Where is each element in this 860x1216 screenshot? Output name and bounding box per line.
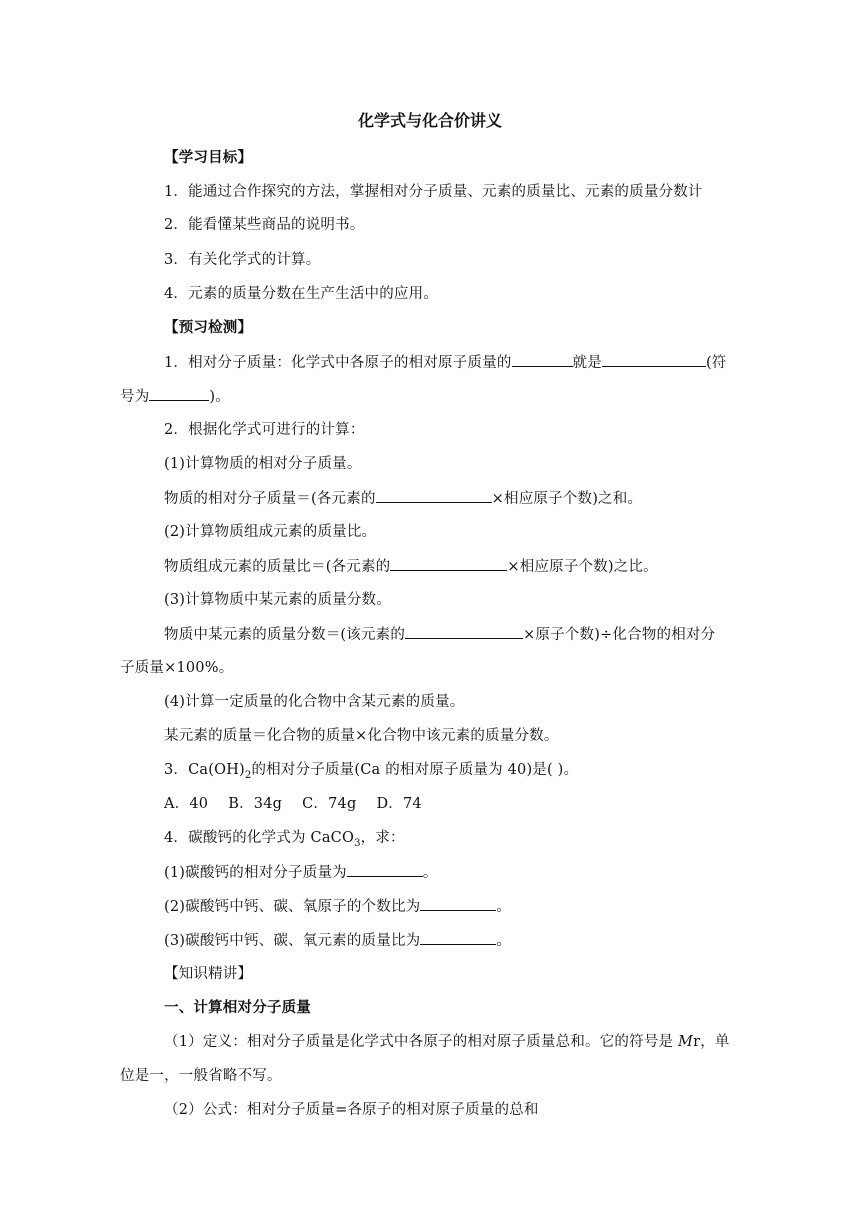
question-3-options: [164, 794, 422, 814]
section-header-knowledge: 【知识精讲】: [164, 966, 253, 982]
option-c: C．74g: [302, 796, 357, 812]
question-4-2-end: 。: [496, 899, 512, 915]
question-1-text-a: 1．相对分子质量：化学式中各原子的相对原子质量的: [164, 355, 512, 371]
question-4-1: [164, 862, 438, 883]
answer-blank: [420, 930, 496, 945]
subscript: 3: [354, 837, 361, 849]
question-2-3: (3)计算物质中某元素的质量分数。: [164, 592, 391, 608]
option-a: A．40: [164, 796, 209, 812]
question-4-3: [164, 930, 511, 951]
formula-text-a: 物质组成元素的质量比＝(各元素的: [164, 559, 391, 575]
question-3-text-a: 3．Ca(OH): [164, 762, 245, 778]
question-4-text-a: 4．碳酸钙的化学式为 CaCO: [164, 830, 355, 846]
question-1-text-c: (符: [705, 355, 727, 371]
question-2-3-formula: [164, 624, 715, 645]
option-b: B．34g: [228, 796, 283, 812]
formula-text-b: ×相应原子个数)之和。: [491, 491, 643, 507]
question-2-2-formula: [164, 556, 658, 577]
answer-blank: [376, 488, 492, 503]
formula-text-b: ×原子个数)÷化合物的相对分: [523, 627, 716, 643]
question-4-3-text: (3)碳酸钙中钙、碳、氧元素的质量比为: [164, 933, 421, 949]
question-2: 2．根据化学式可进行的计算：: [164, 422, 365, 438]
question-4-1-end: 。: [422, 865, 438, 881]
section-header-preview: 【预习检测】: [164, 320, 253, 336]
question-2-1: (1)计算物质的相对分子质量。: [164, 456, 362, 472]
option-d: D．74: [376, 796, 422, 812]
definition-text-a: （1）定义：相对分子质量是化学式中各原子的相对原子质量总和。它的符号是: [164, 1034, 679, 1050]
goal-item-4: 4．元素的质量分数在生产生活中的应用。: [164, 286, 439, 302]
question-3: [164, 760, 578, 780]
question-2-4-formula: 某元素的质量＝化合物的质量×化合物中该元素的质量分数。: [164, 728, 559, 744]
document-title: 化学式与化合价讲义: [357, 111, 502, 130]
question-2-3-formula-cont: 子质量×100%。: [120, 660, 234, 676]
question-4-text-b: ，求：: [360, 830, 405, 846]
formula-text-b: ×相应原子个数)之比。: [507, 559, 658, 575]
subscript: 2: [244, 769, 252, 781]
question-1-line-2: [120, 386, 230, 407]
symbol-m: M: [678, 1034, 694, 1050]
answer-blank: [512, 352, 573, 367]
definition-text-b: ，单: [700, 1034, 730, 1050]
question-2-1-formula: [164, 488, 642, 509]
knowledge-definition-line-2: 位是一，一般省略不写。: [120, 1068, 282, 1084]
formula-text-a: 物质的相对分子质量＝(各元素的: [164, 491, 376, 507]
answer-blank: [347, 862, 423, 877]
question-4: [164, 828, 405, 848]
goal-item-2: 2．能看懂某些商品的说明书。: [164, 217, 365, 233]
question-4-3-end: 。: [496, 933, 512, 949]
question-2-2: (2)计算物质组成元素的质量比。: [164, 524, 377, 540]
answer-blank: [405, 624, 523, 639]
answer-blank: [420, 896, 496, 911]
knowledge-section-1-title: 一、计算相对分子质量: [164, 1000, 311, 1016]
question-2-4: (4)计算一定质量的化合物中含某元素的质量。: [164, 694, 465, 710]
question-1-line-1: [164, 352, 727, 373]
section-header-goals: 【学习目标】: [164, 150, 253, 166]
question-4-2: [164, 896, 511, 917]
knowledge-formula: （2）公式：相对分子质量=各原子的相对原子质量的总和: [164, 1102, 539, 1118]
goal-item-1: 1．能通过合作探究的方法，掌握相对分子质量、元素的质量比、元素的质量分数计: [164, 184, 703, 200]
knowledge-definition-line-1: [164, 1032, 730, 1052]
symbol-r: r: [693, 1034, 701, 1050]
question-4-2-text: (2)碳酸钙中钙、碳、氧原子的个数比为: [164, 899, 421, 915]
question-4-1-text: (1)碳酸钙的相对分子质量为: [164, 865, 347, 881]
answer-blank: [149, 386, 209, 401]
question-1-text-d: 号为: [120, 389, 150, 405]
question-1-text-e: )。: [209, 389, 230, 405]
question-3-text-b: 的相对分子质量(Ca 的相对原子质量为 40)是( )。: [251, 762, 579, 778]
formula-text-a: 物质中某元素的质量分数＝(该元素的: [164, 627, 406, 643]
question-1-text-b: 就是: [572, 355, 602, 371]
answer-blank: [390, 556, 507, 571]
answer-blank: [602, 352, 706, 367]
goal-item-3: 3．有关化学式的计算。: [164, 252, 321, 268]
